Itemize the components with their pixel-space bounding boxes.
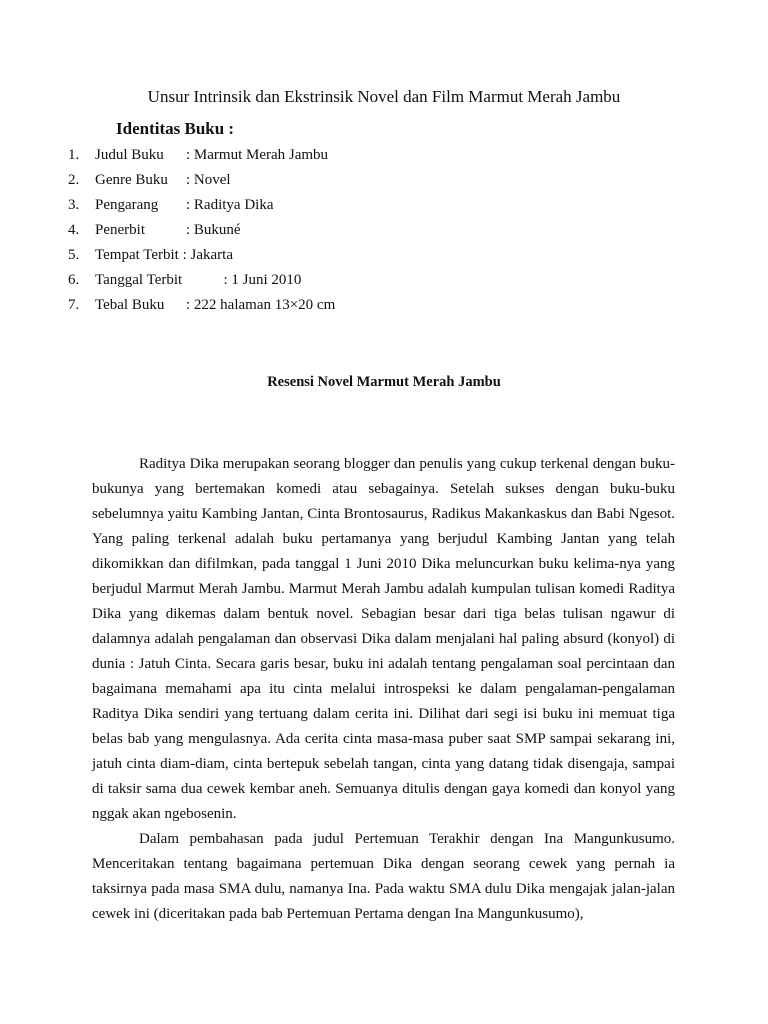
body-paragraph: Raditya Dika merupakan seorang blogger dan penulis yang cukup terkenal dengan buku-bukunya yang bertemakan komedi atau sebagainya. Setelah sukses dengan buku-buku sebelumnya yaitu Kambing Jantan, Cinta Brontosaurus, Radikus Makankaskus dan Babi Ngesot. Yang paling terkenal adalah buku pertamanya yang berjudul Kambing Jantan yang telah dikomikkan dan difilmkan, pada tanggal 1 Juni 2010 Dika meluncurkan buku kelima-nya yang berjudul Marmut Merah Jambu. Marmut Merah Jambu adalah kumpulan tulisan komedi Raditya Dika yang dikemas dalam bentuk novel. Sebagian besar dari tiga belas tulisan ngawur di dalamnya adalah pengalaman dan observasi Dika dalam menjalani hal paling absurd (konyol) di dunia : Jatuh Cinta. Secara garis besar, buku ini adalah tentang pengalaman soal percintaan dan bagaimana memahami apa itu cinta melalui introspeksi ke dalam pengalaman-pengalaman Raditya Dika sendiri yang tertuang dalam cerita ini. Dilihat dari segi isi buku ini memuat tiga belas bab yang mengulasnya. Ada cerita cinta masa-masa puber saat SMP sampai sekarang ini, jatuh cinta diam-diam, cinta bertepuk sebelah tangan, cinta yang datang tidak disengaja, sampai di taksir sama dua cewek kembar aneh. Semuanya ditulis dengan gaya komedi dan konyol yang nggak akan ngebosenin. — [92, 456, 675, 822]
identity-item — [0, 169, 768, 194]
identity-number: 7. — [68, 297, 80, 313]
identity-number: 2. — [68, 172, 80, 188]
identity-heading: Identitas Buku : — [116, 119, 235, 138]
identity-value: : Novel — [186, 172, 231, 188]
identity-item — [0, 244, 768, 269]
identity-item — [0, 269, 768, 294]
identity-label: Tempat Terbit : Jakarta — [95, 247, 233, 263]
identity-list — [0, 144, 768, 319]
identity-item — [0, 294, 768, 319]
identity-label: Pengarang — [95, 197, 159, 213]
identity-value: : Raditya Dika — [186, 197, 274, 213]
identity-label: Tebal Buku — [95, 297, 165, 313]
identity-number: 5. — [68, 247, 80, 263]
identity-value: : 1 Juni 2010 — [186, 272, 302, 288]
body-paragraph: Dalam pembahasan pada judul Pertemuan Terakhir dengan Ina Mangunkusumo. Menceritakan tentang bagaimana pertemuan Dika dengan seorang cewek yang pernah ia taksirnya pada masa SMA dulu, namanya Ina. Pada waktu SMA dulu Dika mengajak jalan-jalan cewek ini (diceritakan pada bab Pertemuan Pertama dengan Ina Mangunkusumo), — [92, 831, 675, 922]
identity-value: : Bukuné — [186, 222, 241, 238]
identity-item — [0, 194, 768, 219]
identity-label: Judul Buku — [95, 147, 164, 163]
document-title: Unsur Intrinsik dan Ekstrinsik Novel dan Film Marmut Merah Jambu — [147, 87, 621, 106]
identity-number: 3. — [68, 197, 80, 213]
identity-label: Tanggal Terbit — [95, 272, 183, 288]
identity-number: 1. — [68, 147, 80, 163]
identity-item — [0, 219, 768, 244]
identity-label: Penerbit — [95, 222, 145, 238]
identity-label: Genre Buku — [95, 172, 168, 188]
identity-number: 4. — [68, 222, 80, 238]
review-title: Resensi Novel Marmut Merah Jambu — [267, 374, 501, 390]
identity-value: : 222 halaman 13×20 cm — [186, 297, 336, 313]
review-body — [92, 452, 675, 927]
identity-number: 6. — [68, 272, 80, 288]
identity-value: : Marmut Merah Jambu — [186, 147, 329, 163]
identity-item — [0, 144, 768, 169]
